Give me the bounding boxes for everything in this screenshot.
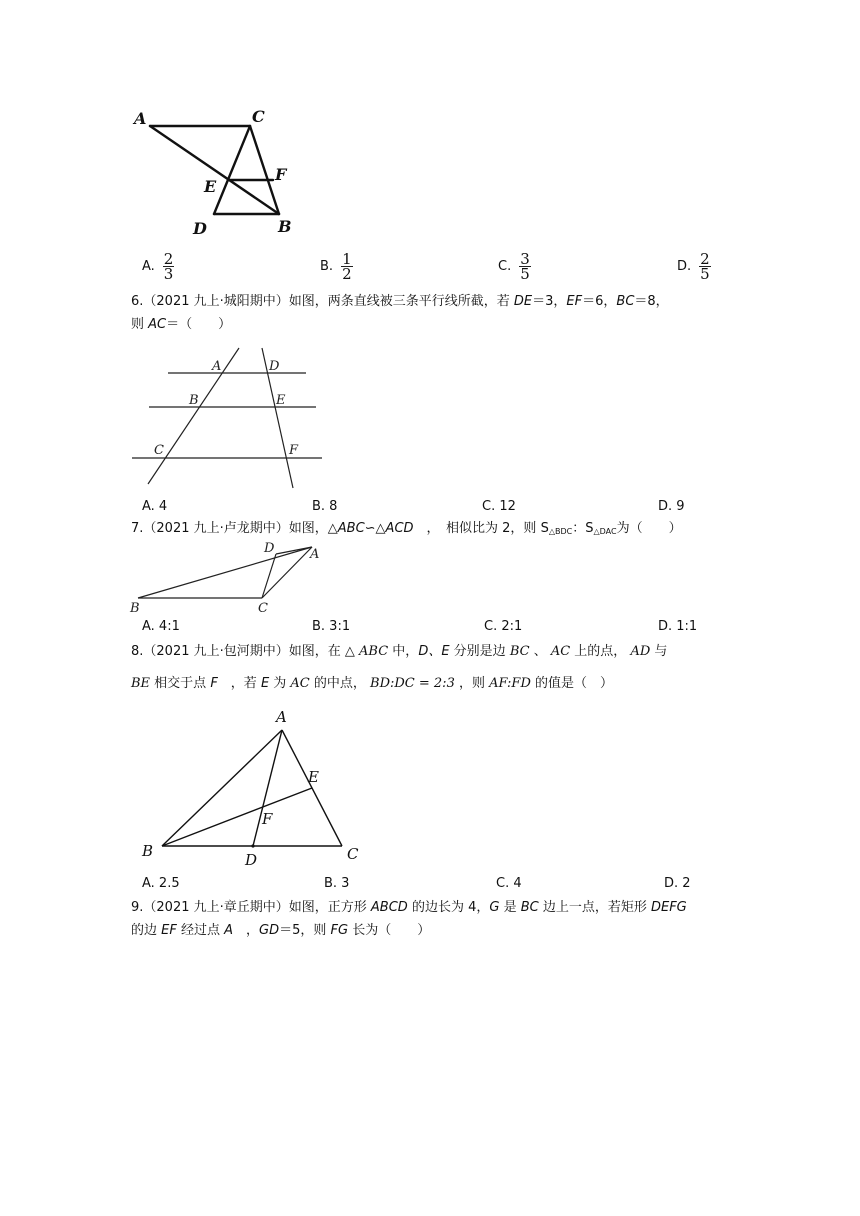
q5-label-c: C: [252, 107, 265, 126]
q5-option-d[interactable]: D. $\frac{2}{5}$: [677, 250, 710, 283]
q6-label-b: B: [189, 393, 199, 408]
q6-label-a: A: [212, 359, 222, 374]
q6-stem-line2: 则 AC＝（ ）: [131, 317, 232, 332]
q9-stem-line1: 9.（2021 九上·章丘期中）如图，正方形 ABCD 的边长为 4，G 是 BC 边上一点，若矩形 DEFG: [131, 900, 687, 915]
q8-stem-line2: BE 相交于点 F ，若 E 为 AC 的中点， BD:DC = 2:3 ，则 AF:FD 的值是（ ）: [131, 676, 614, 691]
q5-label-b: B: [278, 217, 292, 236]
q7-number: 7.: [131, 521, 144, 536]
q7-label-d: D: [264, 541, 275, 556]
q6-label-f: F: [289, 443, 299, 458]
q8-option-d[interactable]: D. 2: [664, 876, 691, 891]
q8-label-b: B: [142, 842, 154, 860]
q7-source: （2021 九上·卢龙期中）: [143, 521, 289, 536]
q8-source: （2021 九上·包河期中）: [143, 644, 289, 659]
q8-number: 8.: [131, 644, 144, 659]
q6-label-e: E: [276, 393, 286, 408]
q5-label-d: D: [193, 219, 207, 238]
q7-stem: 7.（2021 九上·卢龙期中）如图，△ABC∽△ACD ， 相似比为 2，则 $S_{\triangle BDC}$：$S_{\triangle DAC}$为（ ）: [131, 521, 682, 536]
q5-label-e: E: [204, 177, 217, 196]
q7-option-d[interactable]: D. 1:1: [658, 619, 698, 634]
q6-option-c[interactable]: C. 12: [482, 499, 516, 514]
q5-figure: [128, 100, 308, 245]
q6-label-d: D: [269, 359, 280, 374]
q6-option-b[interactable]: B. 8: [312, 499, 338, 514]
q5-label-a: A: [134, 109, 147, 128]
q8-label-d: D: [245, 851, 258, 869]
q6-source: （2021 九上·城阳期中）: [143, 294, 289, 309]
q6-label-c: C: [154, 443, 164, 458]
q7-option-b[interactable]: B. 3:1: [312, 619, 351, 634]
q6-number: 6.: [131, 294, 144, 309]
q8-label-c: C: [347, 845, 359, 863]
q5-option-c-fraction: $\frac{3}{5}$: [520, 250, 530, 283]
q9-source: （2021 九上·章丘期中）: [143, 900, 289, 915]
q8-option-a[interactable]: A. 2.5: [142, 876, 180, 891]
q5-label-f: F: [275, 165, 287, 184]
q7-label-c: C: [258, 601, 268, 615]
q5-option-a[interactable]: A. $\frac{2}{3}$: [142, 250, 174, 283]
q5-option-c[interactable]: C. $\frac{3}{5}$: [498, 250, 530, 283]
q9-stem-line2: 的边 EF 经过点 A ，GD＝5，则 FG 长为（ ）: [131, 923, 431, 938]
q7-label-a: A: [310, 547, 320, 562]
q8-figure: [128, 702, 373, 872]
q5-option-b-fraction: $\frac{1}{2}$: [342, 250, 352, 283]
q7-label-b: B: [130, 601, 140, 615]
q8-label-f: F: [262, 810, 273, 828]
q7-option-a[interactable]: A. 4:1: [142, 619, 180, 634]
q6-figure: [128, 342, 333, 492]
q9-number: 9.: [131, 900, 144, 915]
q5-option-d-fraction: $\frac{2}{5}$: [700, 250, 710, 283]
q8-label-e: E: [308, 768, 319, 786]
q8-option-b[interactable]: B. 3: [324, 876, 350, 891]
q6-option-d[interactable]: D. 9: [658, 499, 685, 514]
q8-label-a: A: [276, 708, 287, 726]
q7-option-c[interactable]: C. 2:1: [484, 619, 523, 634]
q6-option-a[interactable]: A. 4: [142, 499, 168, 514]
q5-option-b[interactable]: B. $\frac{1}{2}$: [320, 250, 352, 283]
q6-stem-line1: 6.（2021 九上·城阳期中）如图，两条直线被三条平行线所截，若 DE＝3，EF＝6，BC＝8，: [131, 294, 669, 309]
q7-figure: [128, 540, 328, 615]
q8-stem-line1: 8.（2021 九上·包河期中）如图，在 △ ABC 中，D、E 分别是边 BC 、 AC 上的点， AD 与: [131, 644, 668, 659]
q8-option-c[interactable]: C. 4: [496, 876, 522, 891]
q5-option-a-fraction: $\frac{2}{3}$: [163, 250, 174, 283]
